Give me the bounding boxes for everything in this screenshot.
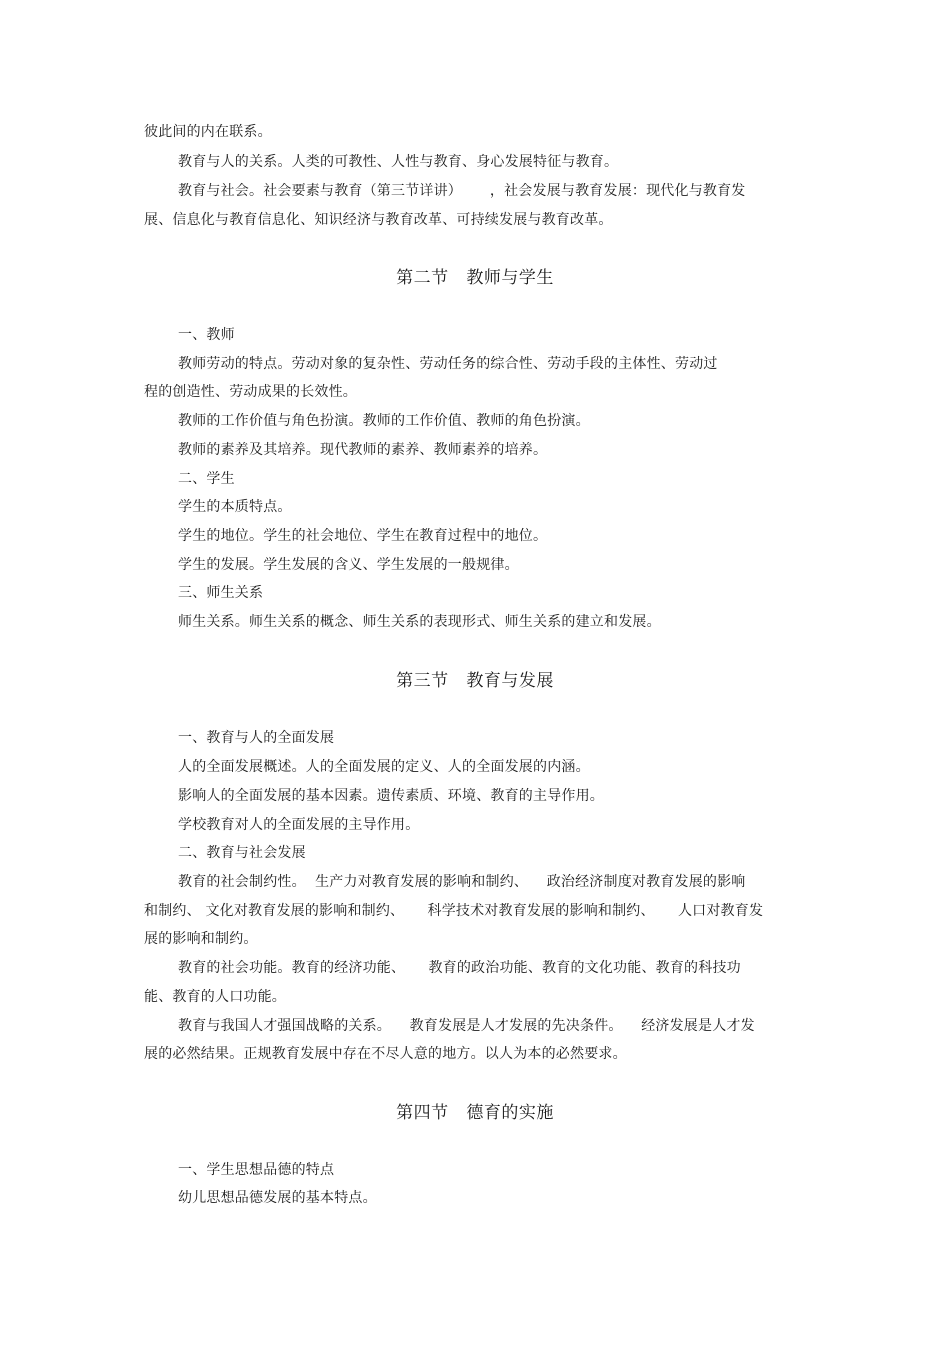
intro-line-3: 教育与社会。社会要素与教育（第三节详讲） ，社会发展与教育发展：现代化与教育发 [178, 183, 746, 199]
s3-line-3: 影响人的全面发展的基本因素。遗传素质、环境、教育的主导作用。 [178, 788, 604, 804]
s3-line-12: 展的必然结果。正规教育发展中存在不尽人意的地方。以人为本的必然要求。 [144, 1046, 627, 1062]
intro-line-2: 教育与人的关系。人类的可教性、人性与教育、身心发展特征与教育。 [178, 154, 619, 170]
intro-line-1: 彼此间的内在联系。 [144, 124, 272, 140]
s3-line-6: 教育的社会制约性。 生产力对教育发展的影响和制约、 政治经济制度对教育发展的影响 [178, 874, 746, 890]
s2-line-10: 三、师生关系 [178, 585, 264, 601]
section-2-heading: 第二节 教师与学生 [396, 268, 554, 288]
s2-line-5: 教师的素养及其培养。现代教师的素养、教师素养的培养。 [178, 442, 548, 458]
s2-line-11: 师生关系。师生关系的概念、师生关系的表现形式、师生关系的建立和发展。 [178, 614, 661, 630]
s2-line-3: 程的创造性、劳动成果的长效性。 [144, 384, 357, 400]
s3-line-10: 能、教育的人口功能。 [144, 989, 286, 1005]
section-3-heading: 第三节 教育与发展 [396, 671, 554, 691]
s3-line-9: 教育的社会功能。教育的经济功能、 教育的政治功能、教育的文化功能、教育的科技功 [178, 960, 741, 976]
s2-line-8: 学生的地位。学生的社会地位、学生在教育过程中的地位。 [178, 528, 548, 544]
s2-line-1: 一、教师 [178, 327, 235, 343]
s3-line-2: 人的全面发展概述。人的全面发展的定义、人的全面发展的内涵。 [178, 759, 590, 775]
section-4-heading: 第四节 德育的实施 [396, 1103, 554, 1123]
s2-line-6: 二、学生 [178, 471, 235, 487]
s3-line-7: 和制约、 文化对教育发展的影响和制约、 科学技术对教育发展的影响和制约、 人口对教育发 [144, 903, 764, 919]
s3-line-8: 展的影响和制约。 [144, 931, 258, 947]
s2-line-2: 教师劳动的特点。劳动对象的复杂性、劳动任务的综合性、劳动手段的主体性、劳动过 [178, 356, 718, 372]
s4-line-1: 一、学生思想品德的特点 [178, 1162, 335, 1178]
s3-line-1: 一、教育与人的全面发展 [178, 730, 335, 746]
s3-line-5: 二、教育与社会发展 [178, 845, 306, 861]
intro-line-4: 展、信息化与教育信息化、知识经济与教育改革、可持续发展与教育改革。 [144, 212, 613, 228]
s2-line-7: 学生的本质特点。 [178, 499, 292, 515]
s3-line-11: 教育与我国人才强国战略的关系。 教育发展是人才发展的先决条件。 经济发展是人才发 [178, 1018, 755, 1034]
s4-line-2: 幼儿思想品德发展的基本特点。 [178, 1190, 377, 1206]
s2-line-9: 学生的发展。学生发展的含义、学生发展的一般规律。 [178, 557, 519, 573]
s2-line-4: 教师的工作价值与角色扮演。教师的工作价值、教师的角色扮演。 [178, 413, 590, 429]
s3-line-4: 学校教育对人的全面发展的主导作用。 [178, 817, 420, 833]
